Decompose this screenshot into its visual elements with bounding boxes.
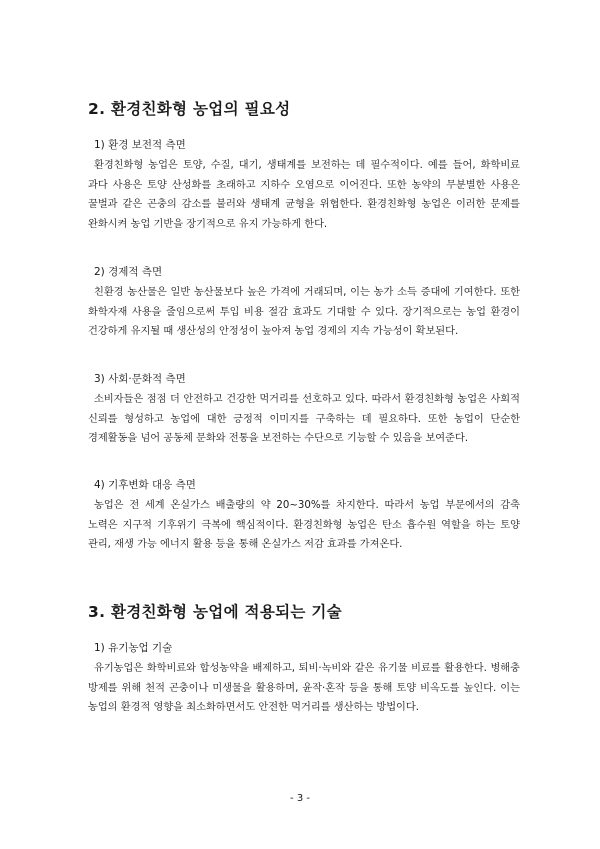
subsection-body: 소비자들은 점점 더 안전하고 건강한 먹거리를 선호하고 있다. 따라서 환경친화형 농업은 사회적 신뢰를 형성하고 농업에 대한 긍정적 이미지를 구축하는 데 필요하다. 또한 농업이 단순한 경제활동을 넘어 공동체 문화와 전통을 보전하는 수단으로 기능할 수 있음을 보여준다. <box>88 394 520 445</box>
subsection-body: 유기농업은 화학비료와 합성농약을 배제하고, 퇴비·녹비와 같은 유기물 비료를 활용한다. 병해충 방제를 위해 천적 곤충이나 미생물을 활용하며, 윤작·혼작 등을 통해 토양 비옥도를 높인다. 이는 농업의 환경적 영향을 최소화하면서도 안전한 먹거리를 생산하는 방법이다. <box>88 663 520 714</box>
section-title: 2. 환경친화형 농업의 필요성 <box>88 100 291 118</box>
subsection-title: 1) 유기농업 기술 <box>94 642 173 654</box>
subsection-organic-farming <box>88 641 520 718</box>
section-heading-technology <box>88 600 520 622</box>
subsection-body: 농업은 전 세계 온실가스 배출량의 약 20~30%를 차지한다. 따라서 농업 부문에서의 감축 노력은 지구적 기후위기 극복에 핵심적이다. 환경친화형 농업은 탄소 흡수원 역할을 하는 토양 관리, 재생 가능 에너지 활용 등을 통해 온실가스 저감 효과를 가져온다. <box>88 500 520 551</box>
subsection-economic <box>88 265 520 342</box>
subsection-body: 친환경 농산물은 일반 농산물보다 높은 가격에 거래되며, 이는 농가 소득 증대에 기여한다. 또한 화학자재 사용을 줄임으로써 투입 비용 절감 효과도 기대할 수 있다. 장기적으로는 농업 환경이 건강하게 유지될 때 생산성의 안정성이 높아져 농업 경제의 지속 가능성이 확보된다. <box>88 287 520 338</box>
page-number: - 3 - <box>290 793 310 804</box>
subsection-body: 환경친화형 농업은 토양, 수질, 대기, 생태계를 보전하는 데 필수적이다. 예를 들어, 화학비료 과다 사용은 토양 산성화를 초래하고 지하수 오염으로 이어진다. 또한 농약의 무분별한 사용은 꿀벌과 같은 곤충의 감소를 불러와 생태계 균형을 위협한다. 환경친화형 농업은 이러한 문제를 완화시켜 농업 기반을 장기적으로 유지 가능하게 한다. <box>88 160 520 230</box>
subsection-title: 1) 환경 보전적 측면 <box>94 139 186 151</box>
subsection-title: 3) 사회·문화적 측면 <box>94 373 186 385</box>
subsection-climate <box>88 478 520 555</box>
section-title: 3. 환경친화형 농업에 적용되는 기술 <box>88 603 342 621</box>
subsection-environmental <box>88 138 520 234</box>
subsection-social-cultural <box>88 372 520 449</box>
section-heading-need <box>88 97 520 119</box>
subsection-title: 2) 경제적 측면 <box>94 266 163 278</box>
subsection-title: 4) 기후변화 대응 측면 <box>94 479 196 491</box>
